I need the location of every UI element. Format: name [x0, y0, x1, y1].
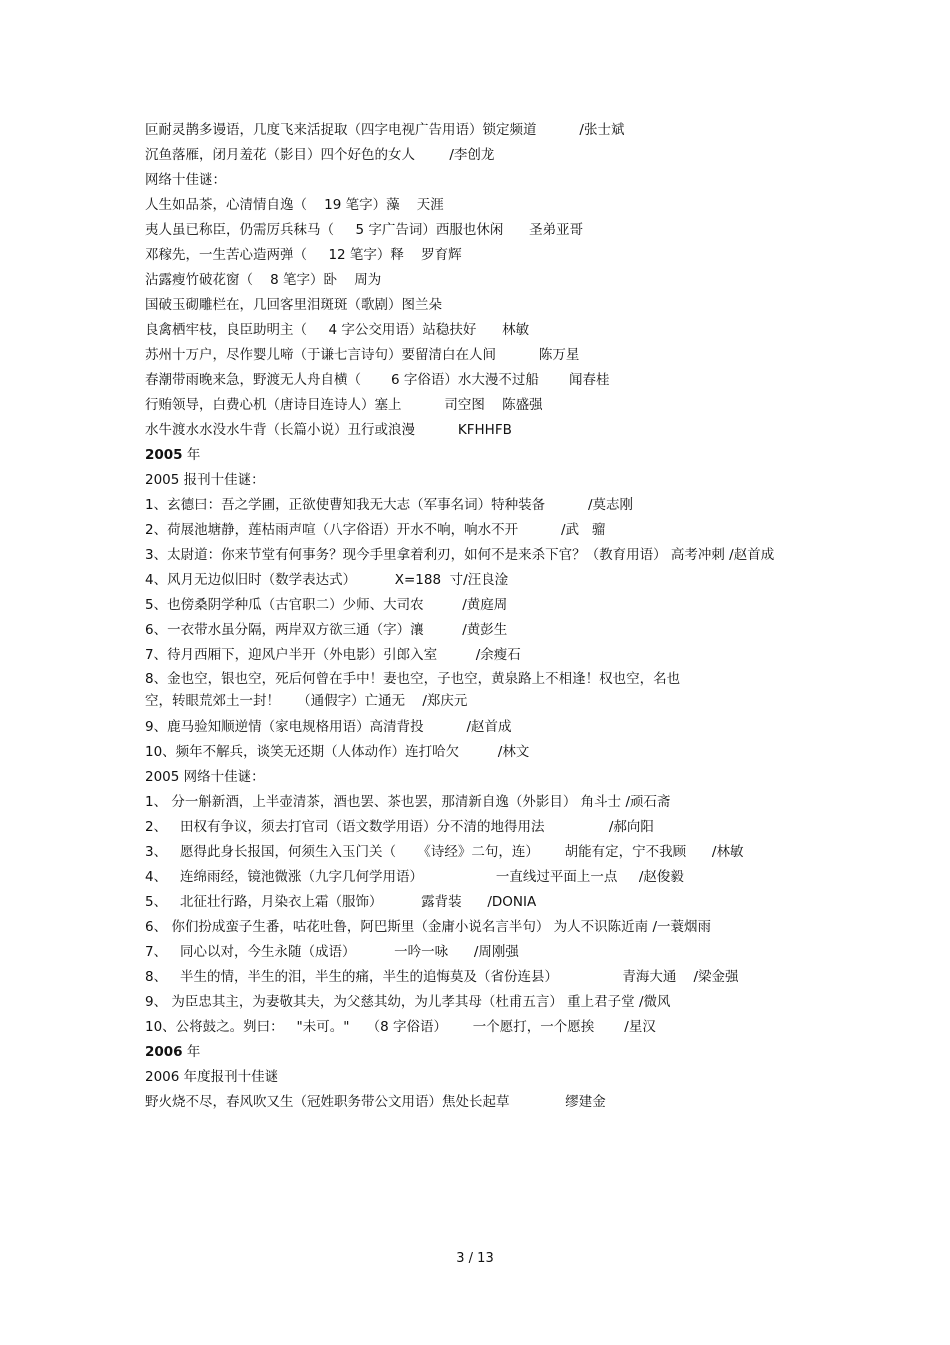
list-item: 7、待月西厢下，迎风户半开（外电影）引郎入室 /余瘦石 — [145, 647, 521, 663]
text-line: 行贿领导，白费心机（唐诗目连诗人）塞上 司空图 陈盛强 — [145, 397, 543, 413]
text-line: 水牛渡水水没水牛背（长篇小说）丑行或浪漫 KFHHFB — [145, 422, 512, 438]
text-line: 人生如品茶，心清情自逸（ 19 笔字）藻 天涯 — [145, 197, 444, 213]
section-heading: 网络十佳谜： — [145, 172, 226, 188]
year-heading-2005 — [145, 443, 807, 468]
list-item: 7、 同心以对，今生永随（成语） 一吟一咏 /周刚强 — [145, 944, 519, 960]
year-suffix: 年 — [182, 447, 201, 463]
year-suffix: 年 — [182, 1044, 201, 1060]
section-heading: 2005 报刊十佳谜： — [145, 472, 265, 488]
list-item: 8、金也空，银也空，死后何曾在手中！妻也空，子也空，黄泉路上不相逢！权也空，名也 — [145, 671, 681, 687]
list-item: 5、 北征壮行路，月染衣上霜（服饰） 露背装 /DONIA — [145, 894, 537, 910]
list-item: 10、公将鼓之。刿曰： "未可。" （8 字俗语） 一个愿打，一个愿挨 /星汉 — [145, 1019, 656, 1035]
text-line: 野火烧不尽，春风吹又生（冠姓职务带公文用语）焦处长起草 缪建金 — [145, 1094, 606, 1110]
list-item-continuation: 空，转眼荒郊土一封！ （通假字）亡通无 /郑庆元 — [145, 693, 468, 709]
list-item: 10、频年不解兵，谈笑无还期（人体动作）连打哈欠 /林文 — [145, 744, 530, 760]
list-item: 8、 半生的情，半生的泪，半生的痛，半生的追悔莫及（省份连县） 青海大通 /梁金强 — [145, 969, 739, 985]
section-heading: 2006 年度报刊十佳谜 — [145, 1069, 279, 1085]
list-item: 9、 为臣忠其主，为妻敬其夫，为父慈其幼，为儿孝其母（杜甫五言） 重上君子堂 /微风 — [145, 994, 671, 1010]
year-heading-2006 — [145, 1040, 807, 1065]
list-item: 1、 分一斛新酒，上半壶清茶，酒也罢、茶也罢，那清新自逸（外影目） 角斗士 /顽石斋 — [145, 794, 671, 810]
list-item: 2、荷展池塘静，莲枯雨声喧（八字俗语）开水不响，响水不开 /武 骝 — [145, 522, 606, 538]
page-number: 3 / 13 — [456, 1251, 494, 1266]
list-item: 6、一衣带水虽分隔，两岸双方欲三通（字）瀼 /黄彭生 — [145, 622, 508, 638]
text-line: 苏州十万户，尽作婴儿啼（于谦七言诗句）要留清白在人间 陈万星 — [145, 347, 580, 363]
text-line: 沉鱼落雁，闭月羞花（影目）四个好色的女人 /李创龙 — [145, 147, 495, 163]
text-line: 良禽栖牢枝，良臣助明主（ 4 字公交用语）站稳扶好 林敏 — [145, 322, 530, 338]
list-item: 4、 连绵雨经，镜池微涨（九字几何学用语） 一直线过平面上一点 /赵俊毅 — [145, 869, 684, 885]
document-body — [145, 118, 807, 1115]
text-line: 沾露瘦竹破花窗（ 8 笔字）卧 周为 — [145, 272, 382, 288]
list-item: 3、太尉道：你来节堂有何事务？现今手里拿着利刃，如何不是来杀下官？（教育用语） 高考冲刺 /赵首成 — [145, 547, 775, 563]
year-number: 2006 — [145, 1044, 183, 1060]
year-number: 2005 — [145, 447, 183, 463]
text-line: 邓稼先，一生苦心造两弹（ 12 笔字）释 罗育辉 — [145, 247, 462, 263]
list-item: 5、也傍桑阴学种瓜（古官职二）少师、大司农 /黄庭周 — [145, 597, 508, 613]
list-item: 1、玄德曰：吾之学圃，正欲使曹知我无大志（军事名词）特种装备 /莫志刚 — [145, 497, 634, 513]
text-line: 春潮带雨晚来急，野渡无人舟自横（ 6 字俗语）水大漫不过船 闻春桂 — [145, 372, 610, 388]
text-line: 国破玉砌雕栏在，几回客里泪斑斑（歌剧）图兰朵 — [145, 297, 442, 313]
list-item: 6、 你们扮成蛮子生番，咕花吐鲁，阿巴斯里（金庸小说名言半句） 为人不识陈近南 /一蓑烟雨 — [145, 919, 712, 935]
list-item: 2、 田权有争议，须去打官司（语文数学用语）分不清的地得用法 /郝向阳 — [145, 819, 654, 835]
list-item: 4、风月无边似旧时（数学表达式） X=188 寸/汪良淦 — [145, 572, 509, 588]
text-line: 夷人虽已称臣，仍需厉兵秣马（ 5 字广告词）西服也休闲 圣弟亚哥 — [145, 222, 584, 238]
list-item: 3、 愿得此身长报国，何须生入玉门关（ 《诗经》二句，连） 胡能有定，宁不我顾 /林敏 — [145, 844, 744, 860]
list-item: 9、鹿马验知顺逆情（家电规格用语）高清背投 /赵首成 — [145, 719, 512, 735]
section-heading: 2005 网络十佳谜： — [145, 769, 265, 785]
text-line: 叵耐灵鹊多谩语，几度飞来活捉取（四字电视广告用语）锁定频道 /张士斌 — [145, 122, 625, 138]
